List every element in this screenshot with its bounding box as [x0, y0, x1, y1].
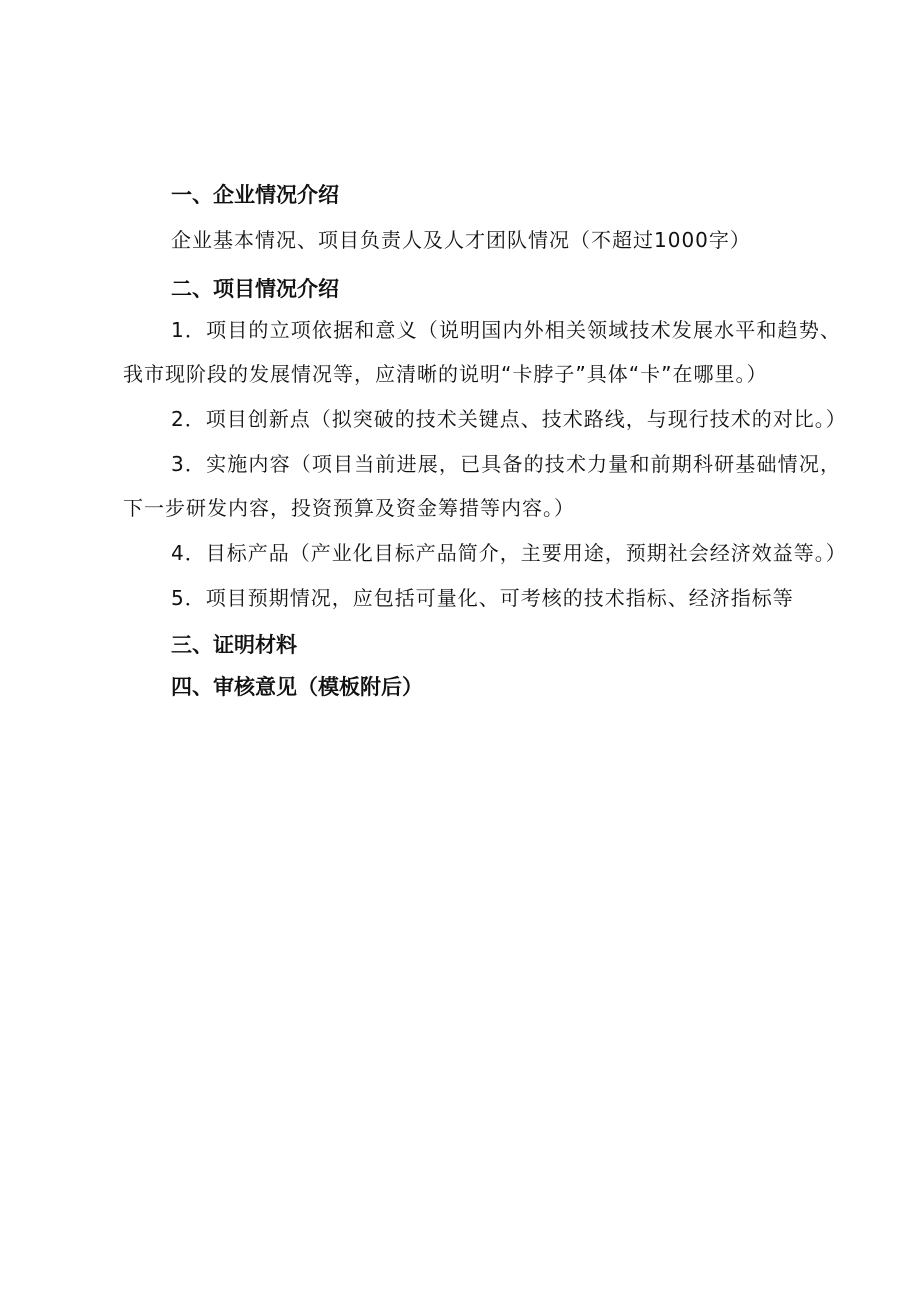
project-item-3: 3．实施内容（项目当前进展，已具备的技术力量和前期科研基础情况，下一步研发内容，投资预算及资金筹措等内容。） — [123, 452, 841, 520]
project-item-2: 2．项目创新点（拟突破的技术关键点、技术路线，与现行技术的对比。） — [171, 407, 847, 431]
company-info-description: 企业基本情况、项目负责人及人才团队情况（不超过1000字） — [171, 228, 751, 252]
project-item-1: 1．项目的立项依据和意义（说明国内外相关领域技术发展水平和趋势、我市现阶段的发展情况等，应清晰的说明“卡脖子”具体“卡”在哪里。） — [123, 318, 841, 386]
section-heading-supporting-materials: 三、证明材料 — [171, 633, 297, 657]
section-heading-company-info: 一、企业情况介绍 — [171, 183, 339, 207]
section-heading-review-opinion: 四、审核意见（模板附后） — [171, 675, 423, 699]
project-item-4: 4．目标产品（产业化目标产品简介，主要用途，预期社会经济效益等。） — [171, 541, 847, 565]
section-heading-project-info: 二、项目情况介绍 — [171, 277, 339, 301]
project-item-5: 5．项目预期情况，应包括可量化、可考核的技术指标、经济指标等 — [171, 586, 794, 610]
document-body — [123, 178, 847, 704]
